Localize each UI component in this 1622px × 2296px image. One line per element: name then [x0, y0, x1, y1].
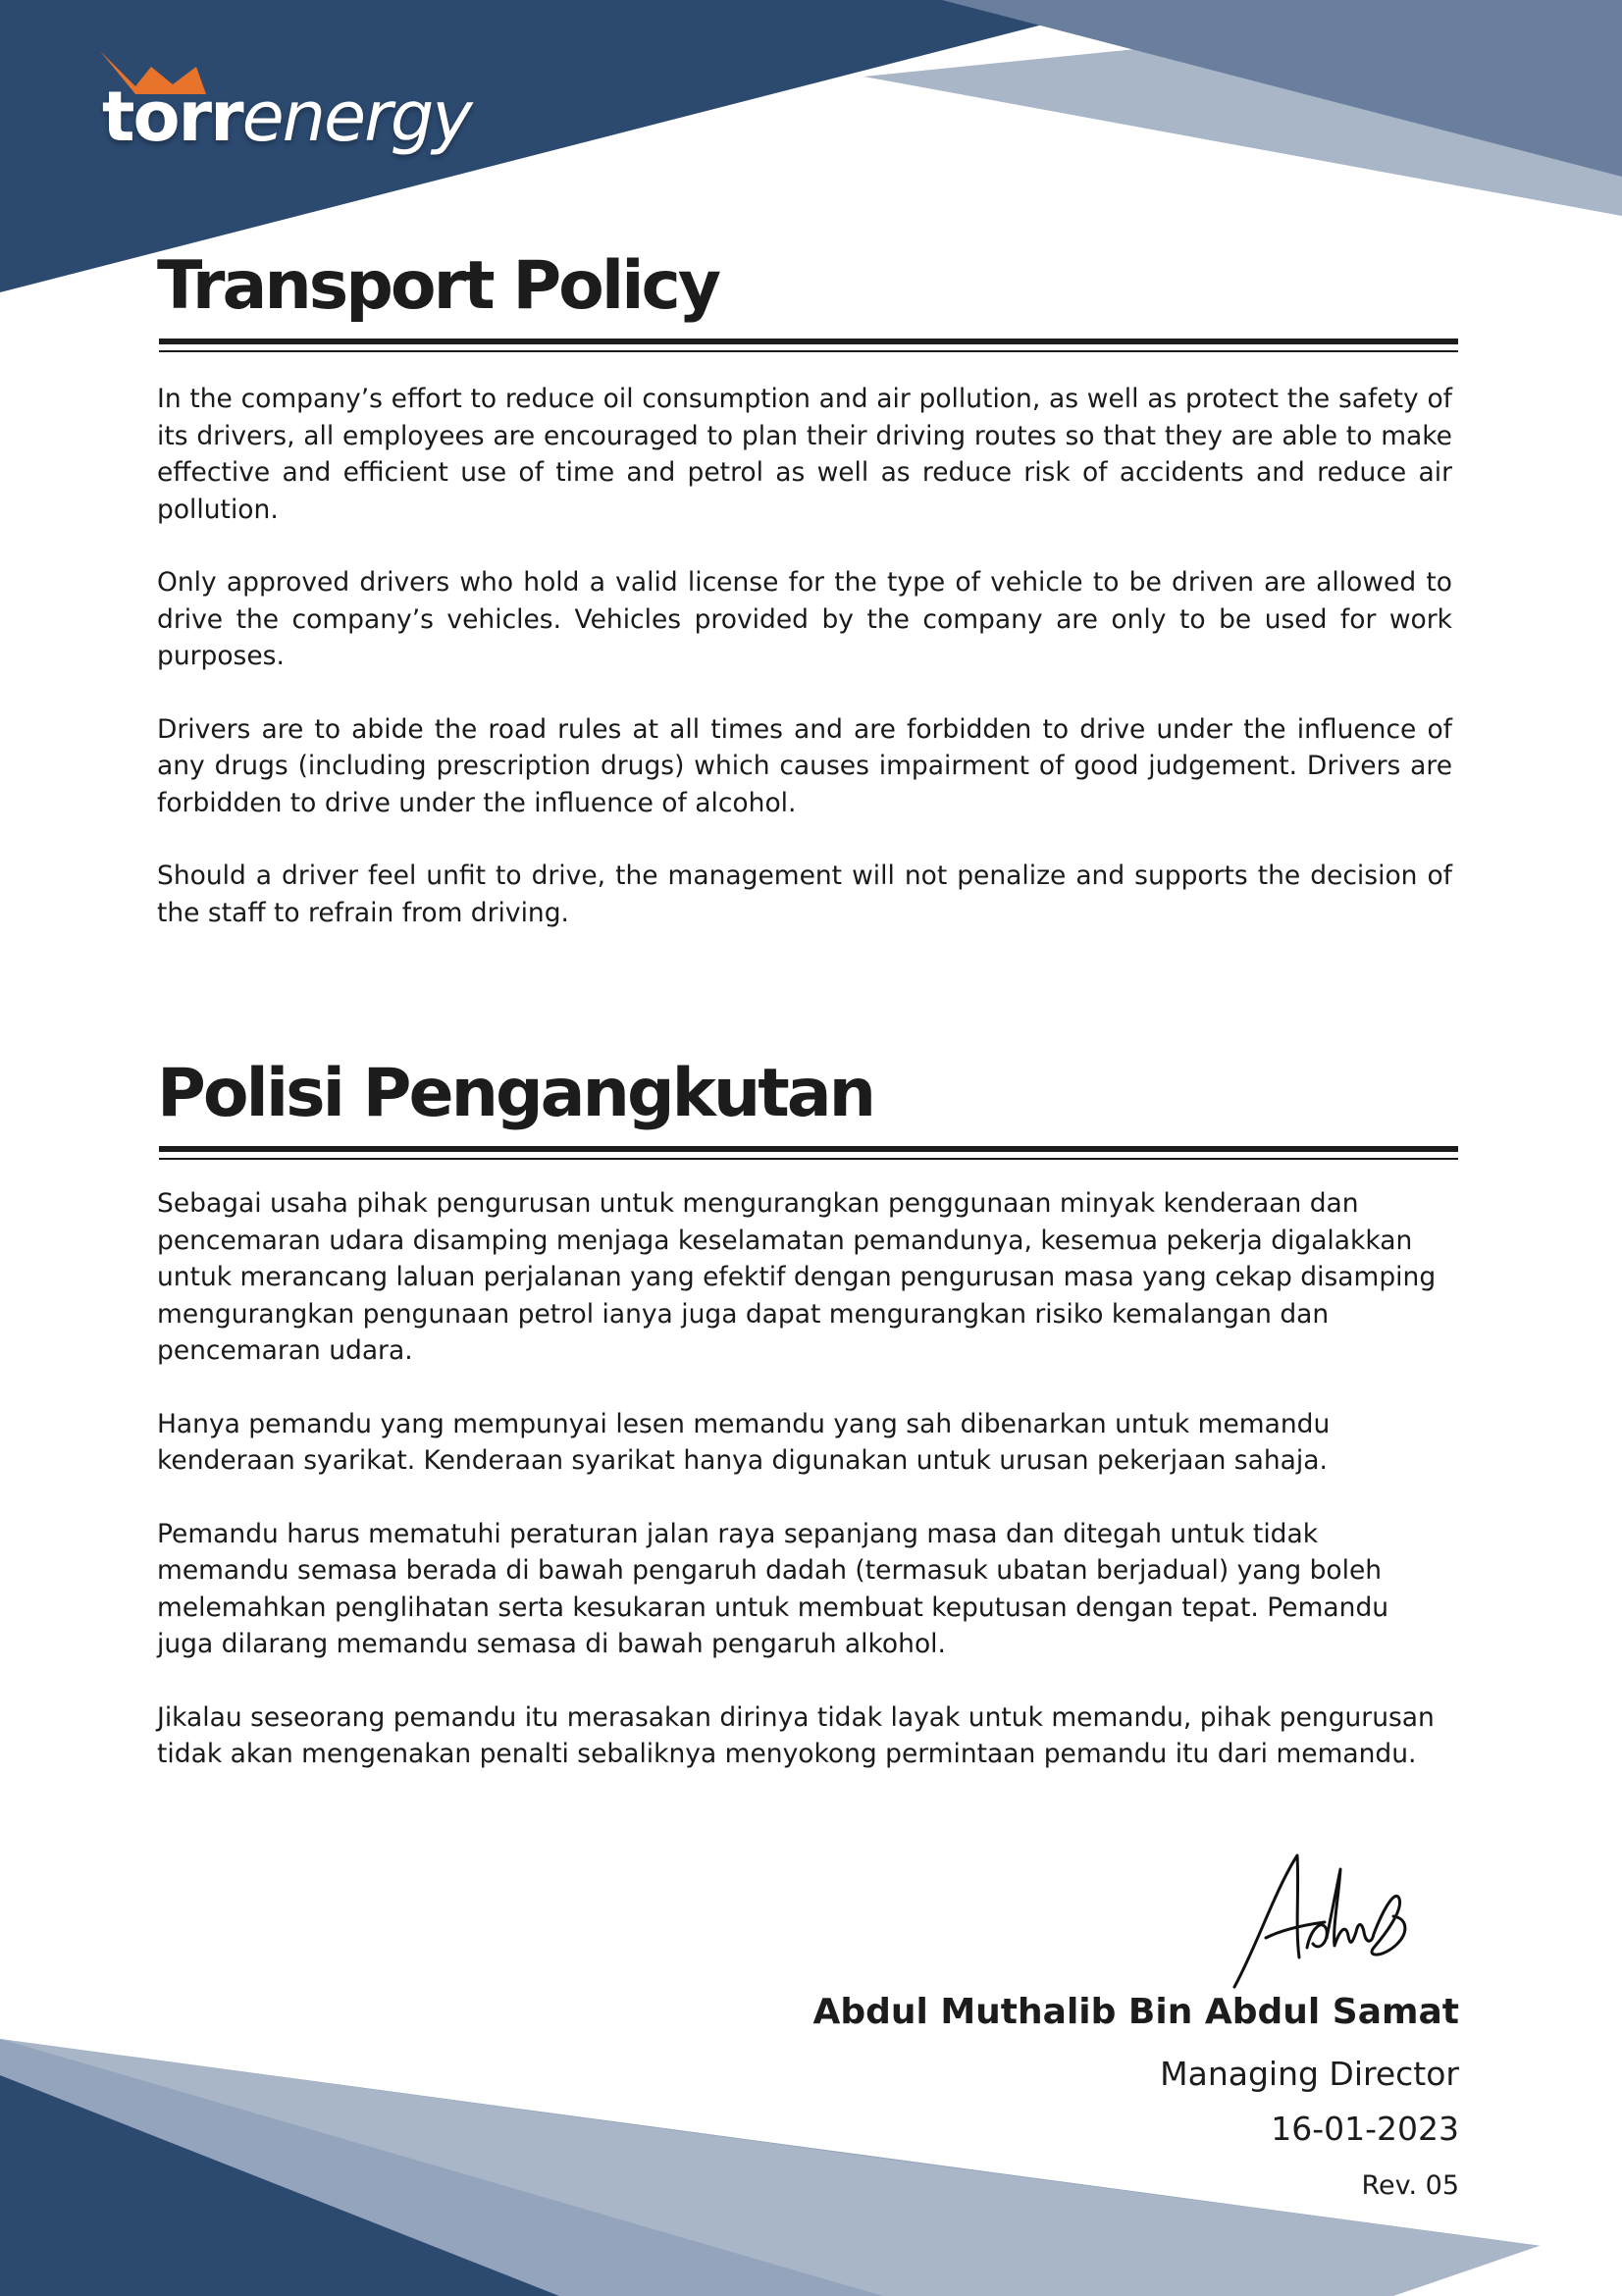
malay-paragraph: Sebagai usaha pihak pengurusan untuk mengurangkan penggunaan minyak kenderaan dan pencemaran udara disamping menjaga keselamatan pemandunya, kesemua pekerja digalakkan untuk merancang laluan perjalanan yang efektif dengan pengurusan masa yang cekap disamping mengurangkan pengunaan petrol ianya juga dapat mengurangkan risiko kemalangan dan pencemaran udara. — [157, 1188, 1437, 1366]
document-date: 16-01-2023 — [1271, 2110, 1459, 2148]
logo-text-italic: energy — [241, 77, 471, 157]
handwritten-signature — [1217, 1850, 1413, 1992]
malay-heading-rule-thick — [159, 1146, 1458, 1152]
malay-paragraph: Hanya pemandu yang mempunyai lesen memandu yang sah dibenarkan untuk memandu kenderaan syarikat. Kenderaan syarikat hanya digunakan untuk urusan pekerjaan sahaja. — [157, 1408, 1331, 1476]
malay-paragraph: Jikalau seseorang pemandu itu merasakan dirinya tidak layak untuk memandu, pihak pengurusan tidak akan mengenakan penalti sebaliknya menyokong permintaan pemandu itu dari memandu. — [157, 1701, 1435, 1769]
company-logo — [94, 47, 471, 175]
revision-label: Rev. 05 — [1361, 2170, 1459, 2201]
english-heading: Transport Policy — [157, 247, 719, 325]
english-heading-rule-thin — [159, 350, 1458, 352]
english-paragraph: Should a driver feel unfit to drive, the management will not penalize and supports the decision of the staff to refrain from driving. — [157, 861, 1452, 928]
english-heading-rule-thick — [159, 339, 1458, 344]
malay-heading: Polisi Pengangkutan — [157, 1055, 874, 1132]
signatory-name: Abdul Muthalib Bin Abdul Samat — [812, 1992, 1459, 2032]
english-paragraph: In the company’s effort to reduce oil consumption and air pollution, as well as protect the safety of its drivers, all employees are encouraged to plan their driving routes so that they are able to make effective and efficient use of time and petrol as well as reduce risk of accidents and reduce air pollution. — [157, 384, 1452, 525]
english-paragraph: Drivers are to abide the road rules at all times and are forbidden to drive under the influence of any drugs (including prescription drugs) which causes impairment of good judgement. Drivers are forbidden to drive under the influence of alcohol. — [157, 713, 1452, 818]
malay-heading-rule-thin — [159, 1158, 1458, 1160]
malay-body — [157, 1185, 1452, 1809]
logo-wordmark — [102, 77, 471, 157]
signatory-title: Managing Director — [1160, 2055, 1459, 2093]
english-paragraph: Only approved drivers who hold a valid license for the type of vehicle to be driven are allowed to drive the company’s vehicles. Vehicles provided by the company are only to be used for work purposes. — [157, 567, 1452, 671]
logo-text-bold: torr — [102, 77, 242, 157]
english-body — [157, 381, 1452, 967]
malay-paragraph: Pemandu harus mematuhi peraturan jalan raya sepanjang masa dan ditegah untuk tidak memandu semasa berada di bawah pengaruh dadah (termasuk ubatan berjadual) yang boleh melemahkan penglihatan serta kesukaran untuk membuat keputusan dengan tepat. Pemandu juga dilarang memandu semasa di bawah pengaruh alkohol. — [157, 1518, 1389, 1659]
